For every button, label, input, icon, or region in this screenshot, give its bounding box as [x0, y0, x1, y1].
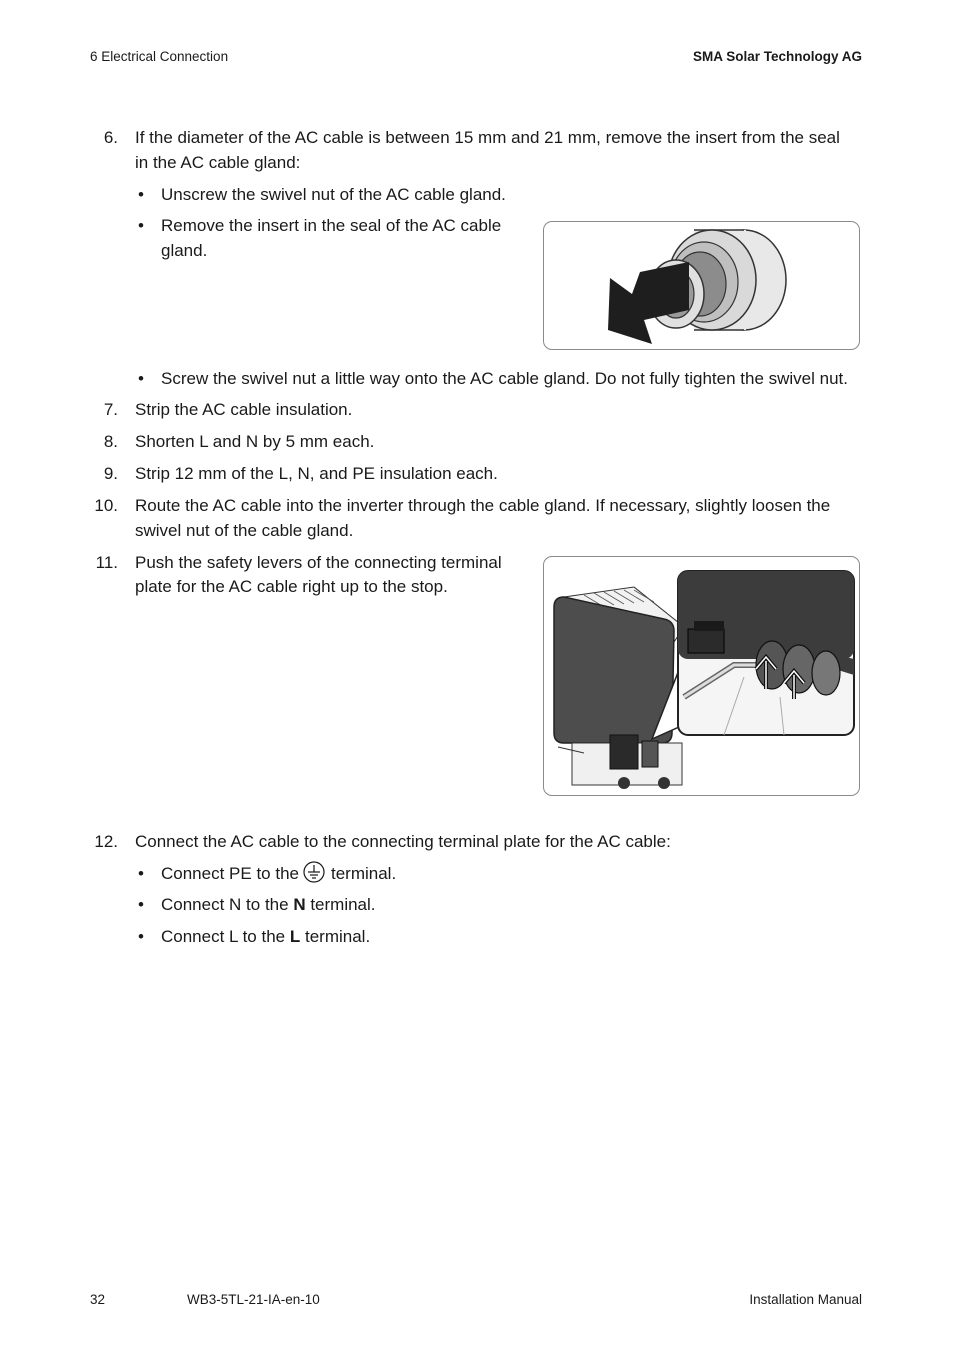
step-11-line1: Push the safety levers of the connecting terminal — [135, 553, 502, 572]
step-10-line1: Route the AC cable into the inverter through the cable gland. If necessary, slightly loosen the — [135, 496, 831, 515]
bullet: • — [138, 927, 144, 946]
step-6-bullet-1: Unscrew the swivel nut of the AC cable gland. — [161, 185, 506, 204]
step-12-bullet-2 — [161, 892, 376, 917]
n-terminal-label: N — [293, 895, 306, 914]
step-6-bullet-2-line2: gland. — [161, 241, 208, 260]
l-terminal-text: terminal. — [304, 927, 371, 946]
n-terminal-text: terminal. — [310, 895, 376, 914]
step-11-number: 11. — [95, 553, 118, 572]
pe-connect-text: Connect PE to the — [161, 864, 299, 883]
l-connect-text: Connect L to the — [161, 927, 286, 946]
inverter-illustration — [544, 557, 859, 795]
bullet: • — [138, 864, 144, 883]
step-6-line2: in the AC cable gland: — [135, 153, 301, 172]
cable-gland-illustration — [544, 222, 859, 349]
step-6-line1: If the diameter of the AC cable is between 15 mm and 21 mm, remove the insert from the seal — [135, 128, 840, 147]
step-12-text: Connect the AC cable to the connecting terminal plate for the AC cable: — [135, 832, 671, 851]
step-9-text: Strip 12 mm of the L, N, and PE insulation each. — [135, 464, 498, 483]
step-11-line2: plate for the AC cable right up to the stop. — [135, 577, 448, 596]
bullet: • — [138, 185, 144, 204]
figure-remove-insert — [543, 221, 860, 350]
step-8-number: 8. — [103, 432, 118, 451]
step-12-bullet-1 — [161, 861, 396, 890]
bullet: • — [138, 895, 144, 914]
step-9-number: 9. — [103, 464, 118, 483]
header-company: SMA Solar Technology AG — [692, 49, 862, 64]
step-6-bullet-2-line1: Remove the insert in the seal of the AC cable — [161, 216, 502, 235]
step-10-line2: swivel nut of the cable gland. — [135, 521, 354, 540]
step-7-text: Strip the AC cable insulation. — [135, 400, 353, 419]
step-12-number: 12. — [94, 832, 118, 851]
figure-safety-levers — [543, 556, 860, 796]
step-6-bullet-3: Screw the swivel nut a little way onto the AC cable gland. Do not fully tighten the swivel nut. — [161, 369, 848, 388]
step-7-number: 7. — [103, 400, 118, 419]
pull-arrow-icon — [608, 262, 689, 344]
footer-doc-id: WB3-5TL-21-IA-en-10 — [187, 1292, 320, 1307]
step-8-text: Shorten L and N by 5 mm each. — [135, 432, 375, 451]
pe-terminal-text: terminal. — [330, 864, 397, 883]
step-12-bullet-3 — [161, 924, 370, 949]
step-6-number: 6. — [103, 128, 118, 147]
header-section-title: 6 Electrical Connection — [90, 49, 229, 64]
bullet: • — [138, 369, 144, 388]
bullet: • — [138, 216, 144, 235]
l-terminal-label: L — [289, 927, 301, 946]
n-connect-text: Connect N to the — [161, 895, 289, 914]
step-10-number: 10. — [94, 496, 118, 515]
footer-manual-title: Installation Manual — [749, 1292, 862, 1307]
ground-symbol-icon — [303, 861, 325, 890]
footer-page-number: 32 — [90, 1292, 106, 1307]
